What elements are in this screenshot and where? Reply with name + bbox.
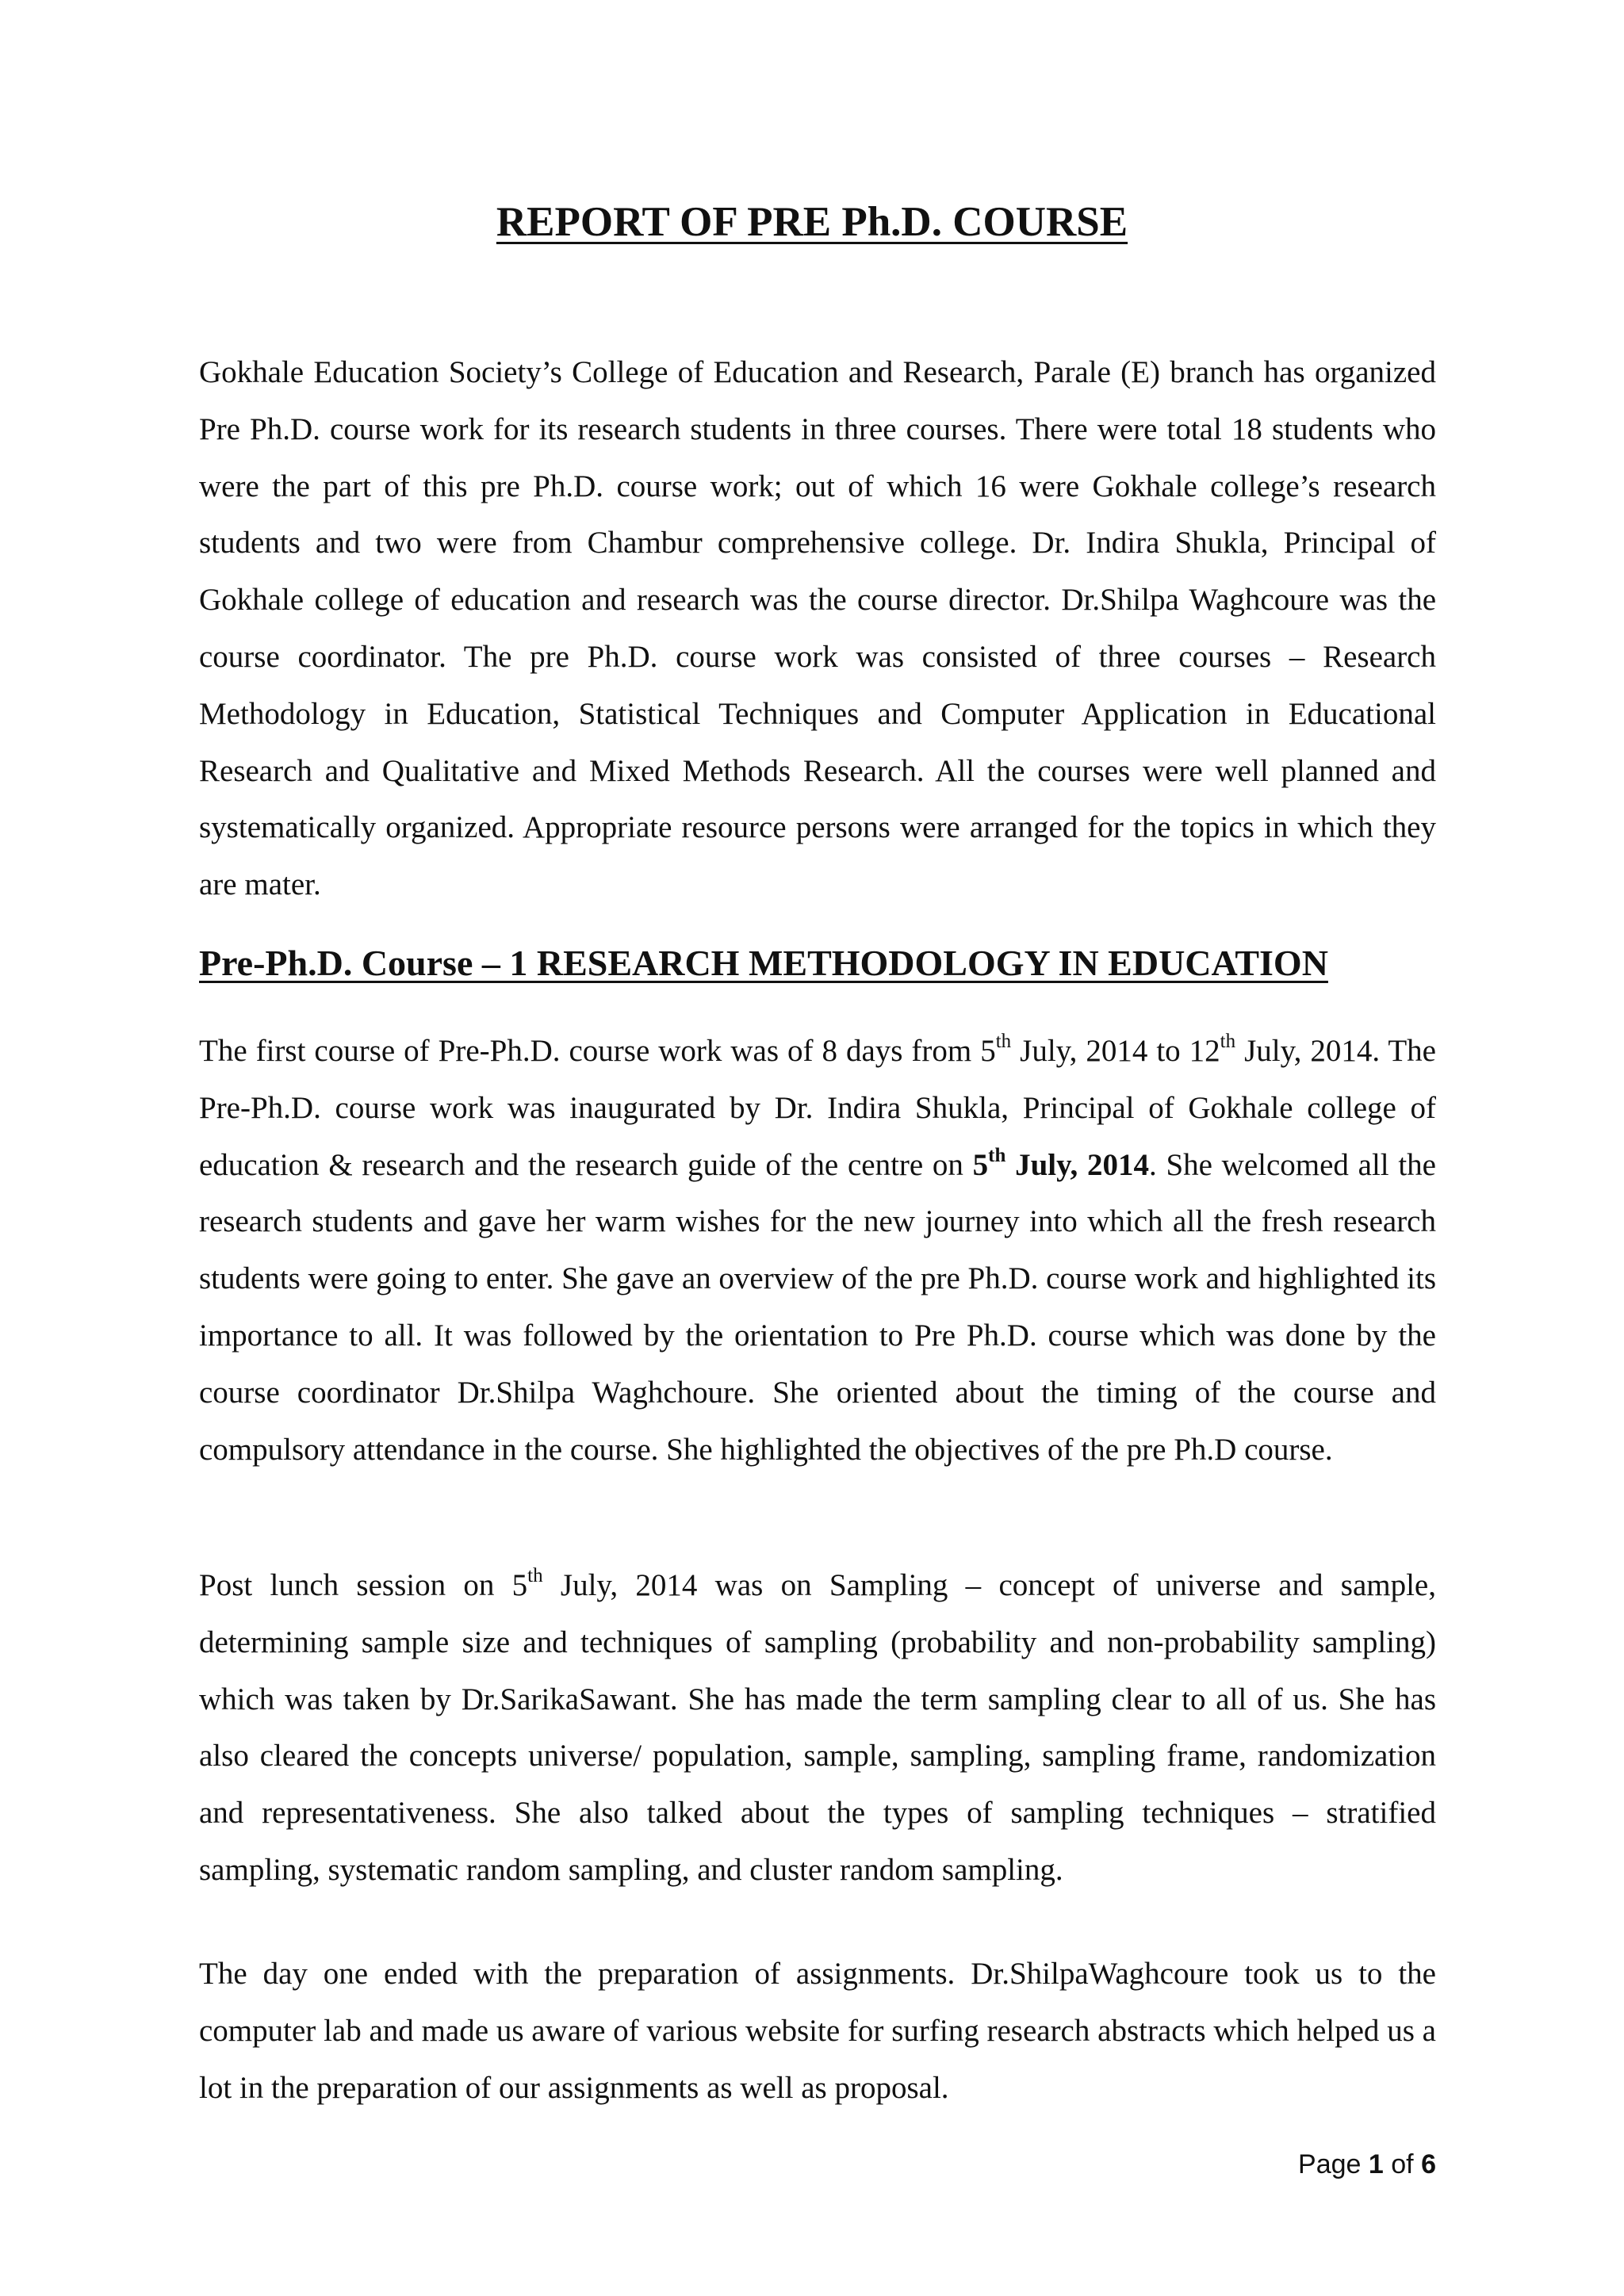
bold-date bbox=[972, 1144, 1149, 1182]
course1-paragraph-1 bbox=[199, 1023, 1436, 1478]
section-heading: Pre-Ph.D. Course – 1 RESEARCH METHODOLOGY IN EDUCATION bbox=[199, 943, 1328, 983]
text-run: July, 2014 to 12 bbox=[1011, 1034, 1220, 1068]
text-run: July, 2014 bbox=[1005, 1147, 1149, 1182]
of-label: of bbox=[1383, 2149, 1422, 2179]
text-run: The first course of Pre-Ph.D. course work was of 8 days from 5 bbox=[199, 1034, 996, 1068]
superscript: th bbox=[527, 1565, 543, 1586]
superscript: th bbox=[995, 1031, 1012, 1052]
page-title: REPORT OF PRE Ph.D. COURSE bbox=[496, 199, 1128, 245]
page-footer bbox=[1189, 2145, 1436, 2184]
text-run: Post lunch session on 5 bbox=[199, 1568, 528, 1602]
intro-paragraph: Gokhale Education Society’s College of Education and Research, Parale (E) branch has organized Pre Ph.D. course work for its research students in three courses. There were total 18 students who were the part of this pre Ph.D. course work; out of which 16 were Gokhale college’s research students and two were from Chambur comprehensive college. Dr. Indira Shukla, Principal of Gokhale college of education and research was the course director. Dr.Shilpa Waghcoure was the course coordinator. The pre Ph.D. course work was consisted of three courses – Research Methodology in Education, Statistical Techniques and Computer Application in Educational Research and Qualitative and Mixed Methods Research. All the courses were well planned and systematically organized. Appropriate resource persons were arranged for the topics in which they are mater. bbox=[199, 355, 1436, 902]
course1-paragraph-2 bbox=[199, 1557, 1436, 1899]
page-label: Page bbox=[1298, 2149, 1369, 2179]
text-run: . She welcomed all the research students and gave her warm wishes for the new journey into which all the fresh research students were going to enter. She gave an overview of the pre Ph.D. course work and highlighted its importance to all. It was followed by the orientation to Pre Ph.D. course which was done by the course coordinator Dr.Shilpa Waghchoure. She oriented about the timing of the course and compulsory attendance in the course. She highlighted the objectives of the pre Ph.D course. bbox=[199, 1147, 1436, 1467]
page-number: 1 bbox=[1368, 2149, 1384, 2179]
total-pages: 6 bbox=[1421, 2149, 1436, 2179]
superscript: th bbox=[988, 1144, 1006, 1166]
superscript: th bbox=[1220, 1031, 1236, 1052]
course1-paragraph-3: The day one ended with the preparation of assignments. Dr.ShilpaWaghcoure took us to the computer lab and made us aware of various website for surfing research abstracts which helped us a lot in the preparation of our assignments as well as proposal. bbox=[199, 1957, 1436, 2105]
text-run: July, 2014 was on Sampling – concept of universe and sample, determining sample size and techniques of sampling (probability and non-probability sampling) which was taken by Dr.SarikaSawant. She has made the term sampling clear to all of us. She has also cleared the concepts universe/ population, sample, sampling, sampling frame, randomization and representativeness. She also talked about the types of sampling techniques – stratified sampling, systematic random sampling, and cluster random sampling. bbox=[199, 1568, 1436, 1887]
text-run: July, 2014. The Pre-Ph.D. course work was inaugurated by Dr. Indira Shukla, Principal of Gokhale college of education & research and the research guide of the centre on bbox=[199, 1034, 1436, 1182]
text-run: 5 bbox=[972, 1147, 989, 1182]
